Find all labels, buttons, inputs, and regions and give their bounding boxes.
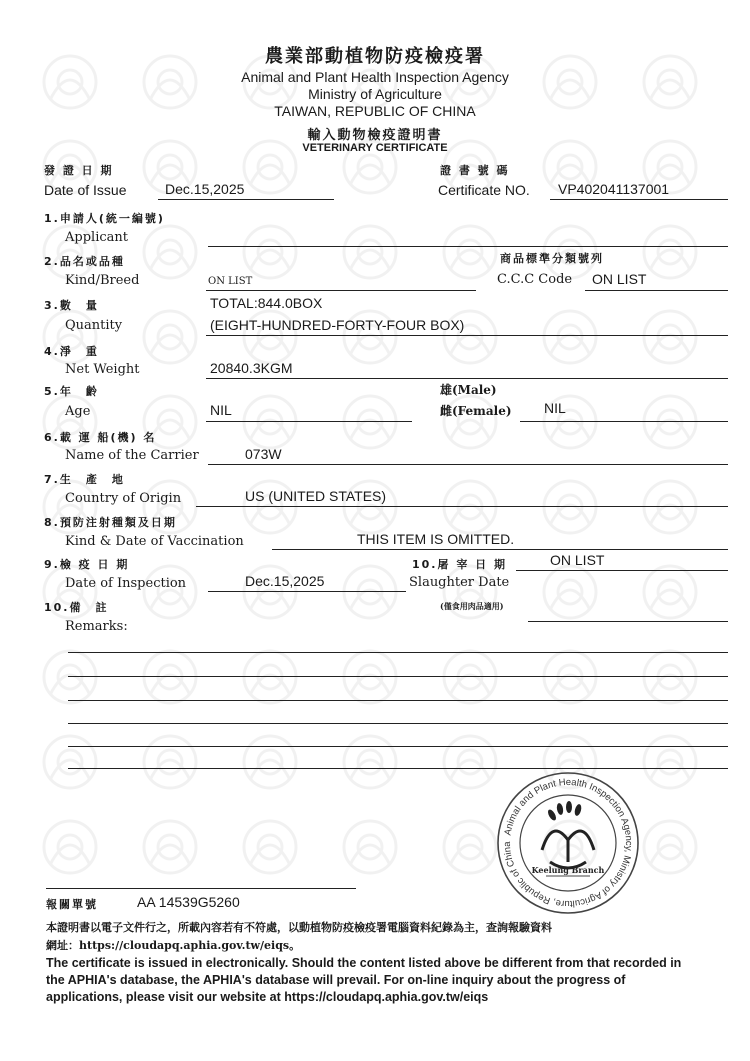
field-number: 9. [44,558,60,571]
net-weight-label-zh: 淨 重 [59,345,99,358]
vaccination-label-zh: 預防注射種類及日期 [59,516,177,529]
field-number: 6. [44,431,60,444]
seal-emblem [542,831,594,868]
ministry-title: Ministry of Agriculture [308,86,442,102]
customs-label: 報關單號 [46,898,98,911]
kind-label: Kind/Breed [65,273,140,288]
country-title: TAIWAN, REPUBLIC OF CHINA [274,103,476,119]
female-label: 雌(Female) [440,404,512,418]
cert-no-value: VP402041137001 [558,181,670,197]
age-label-zh: 年 齡 [59,385,99,398]
notice-en-line3: applications, please visit our website at https://cloudapq.aphia.gov.tw/eiqs [46,990,489,1004]
origin-label-zh: 生 產 地 [59,473,125,486]
inspection-label: Date of Inspection [65,576,187,591]
cert-no-label-zh: 證 書 號 碼 [440,164,510,177]
field-number: 5. [44,385,60,398]
field-number: 2. [44,255,60,268]
field-number: 1. [44,212,60,225]
field-number: 3. [44,299,60,312]
kind-value: ON LIST [208,276,253,287]
seal-ring-text: Animal and Plant Health Inspection Agency, Ministry of Agriculture, Republic of China [501,776,635,910]
carrier-label-zh: 載 運 船(機) 名 [59,431,157,444]
notice-zh-line2: 網址：https://cloudapq.aphia.gov.tw/eiqs。 [46,939,301,952]
cert-no-label: Certificate NO. [438,182,530,198]
kind-label-zh: 品名或品種 [59,255,125,268]
field-number: 7. [44,473,60,486]
male-label: 雄(Male) [440,383,497,397]
official-seal [492,770,644,916]
notice-en-line2: the APHIA's database, the APHIA's database will prevail. For on-line inquiry about the progress of [46,973,626,987]
quantity-label: Quantity [65,318,123,333]
origin-label: Country of Origin [65,491,182,506]
field-number: 10. [44,601,70,614]
inspection-value: Dec.15,2025 [245,573,325,589]
issue-date-label: Date of Issue [44,182,127,198]
field-number: 4. [44,345,60,358]
carrier-value: 073W [245,446,282,462]
quantity-label-zh: 數 量 [59,299,99,312]
slaughter-label: Slaughter Date [409,575,510,590]
sex-value: NIL [544,400,566,416]
net-weight-label: Net Weight [65,362,140,377]
agency-title-zh: 農業部動植物防疫檢疫署 [265,46,485,67]
remarks-label: Remarks: [65,619,128,634]
issue-date-label-zh: 發 證 日 期 [44,164,114,177]
field-number: 10. [412,558,438,571]
slaughter-note: (僅食用肉品適用) [440,601,504,611]
vaccination-value: THIS ITEM IS OMITTED. [357,531,515,547]
issue-date-value: Dec.15,2025 [165,181,245,197]
age-value: NIL [210,402,232,418]
age-label: Age [65,404,91,419]
slaughter-value: ON LIST [550,552,605,568]
field-number: 8. [44,516,60,529]
remarks-label-zh: 備 註 [69,601,109,614]
applicant-label: Applicant [65,230,128,245]
quantity-value: TOTAL:844.0BOX [210,295,323,311]
quantity-value-words: (EIGHT-HUNDRED-FORTY-FOUR BOX) [210,317,465,333]
notice-zh-line1: 本證明書以電子文件行之，所載內容若有不符處，以動植物防疫檢疫署電腦資料紀錄為主，查詢報驗資料 [46,921,552,934]
ccc-label: C.C.C Code [497,272,573,287]
customs-value: AA 14539G5260 [137,894,240,910]
certificate-title-zh: 輸入動物檢疫證明書 [307,128,443,143]
seal-branch: Keelung Branch [531,865,605,875]
certificate-title-en: VETERINARY CERTIFICATE [302,142,448,154]
applicant-label-zh: 申請人(統一編號) [59,212,165,225]
carrier-label: Name of the Carrier [65,448,199,463]
slaughter-label-zh: 屠 宰 日 期 [437,558,507,571]
ccc-label-zh: 商品標準分類號列 [500,252,604,265]
notice-en-line1: The certificate is issued in electronically. Should the content listed above be different from that recorded in [46,956,682,970]
ccc-value: ON LIST [592,271,647,287]
inspection-label-zh: 檢 疫 日 期 [59,558,130,571]
net-weight-value: 20840.3KGM [210,360,293,376]
agency-title-en: Animal and Plant Health Inspection Agency [241,69,509,85]
origin-value: US (UNITED STATES) [245,488,387,504]
vaccination-label: Kind & Date of Vaccination [65,534,244,549]
